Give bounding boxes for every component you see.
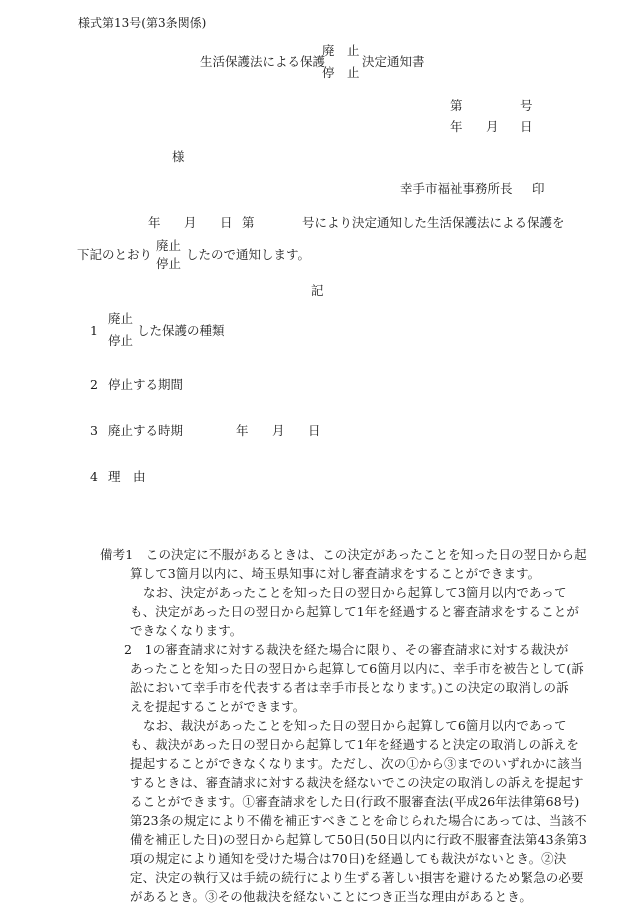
item-4-label: 理 由 [108, 469, 146, 484]
title-suffix: 決定通知書 [362, 54, 425, 69]
item-3-label: 廃止する時期 [108, 423, 184, 438]
item-1-number: 1 [90, 323, 98, 338]
addressee-suffix: 様 [172, 149, 185, 164]
remarks-line-6: 2 1の審査請求に対する裁決を経た場合に限り、その審査請求に対する裁決が [124, 642, 569, 657]
item-1-label: した保護の種類 [137, 323, 225, 338]
intro-no: 第 [242, 215, 255, 230]
title-option-abolish: 廃 止 [322, 43, 360, 58]
remarks-line-17: 項の規定により通知を受けた場合は70日)を経過しても裁決がないとき。②決 [130, 851, 567, 866]
intro-month: 月 [184, 215, 197, 230]
item-4-number: 4 [90, 469, 98, 484]
item-1-option-suspend: 停止 [108, 333, 134, 348]
doc-date-year: 年 [450, 119, 463, 134]
sender-name: 幸手市福祉事務所長 [400, 181, 513, 196]
remarks-line-4: も、決定があった日の翌日から起算して1年を経過すると審査請求をすることが [130, 604, 579, 619]
title-option-suspend: 停 止 [322, 65, 360, 80]
item-3-year: 年 [236, 423, 249, 438]
item-3-number: 3 [90, 423, 98, 438]
remarks-line-3: なお、決定があったことを知った日の翌日から起算して3箇月以内であって [143, 585, 567, 600]
remarks-line-13: するときは、審査請求に対する裁決を経ないでこの決定の取消しの訴えを提起す [130, 775, 584, 790]
item-1-option-abolish: 廃止 [108, 311, 134, 326]
remarks-line-1: 備考1 この決定に不服があるときは、この決定があったことを知った日の翌日から起 [100, 547, 587, 562]
intro-year: 年 [148, 215, 161, 230]
doc-number-label: 第 [450, 98, 463, 113]
intro-line1-rest: 号により決定通知した生活保護法による保護を [302, 215, 565, 230]
item-2-label: 停止する期間 [108, 377, 184, 392]
remarks-line-9: えを提起することができます。 [130, 699, 306, 714]
remarks-line-19: があるとき。③その他裁決を経ないことにつき正当な理由があるとき。 [130, 889, 532, 904]
remarks-line-18: 定、決定の執行又は手続の続行により生ずる著しい損害を避けるため緊急の必要 [130, 870, 584, 885]
item-2-number: 2 [90, 377, 98, 392]
intro-option-suspend: 停止 [156, 256, 182, 271]
intro-line2-prefix: 下記のとおり [77, 247, 153, 262]
remarks-line-5: できなくなります。 [130, 623, 243, 638]
title-prefix: 生活保護法による保護 [200, 54, 326, 69]
seal-mark: 印 [532, 181, 545, 196]
remarks-line-16: 備を補正した日)の翌日から起算して50日(50日以内に行政不服審査法第43条第3 [130, 832, 587, 847]
ki-heading: 記 [311, 283, 324, 298]
remarks-line-7: あったことを知った日の翌日から起算して6箇月以内に、幸手市を被告として(訴 [130, 661, 584, 676]
intro-option-abolish: 廃止 [156, 238, 182, 253]
doc-number-suffix: 号 [520, 98, 533, 113]
form-number: 様式第13号(第3条関係) [78, 16, 207, 30]
intro-day: 日 [220, 215, 233, 230]
remarks-line-12: 提起することができなくなります。ただし、次の①から③までのいずれかに該当 [130, 756, 583, 771]
remarks-line-8: 訟において幸手市を代表する者は幸手市長となります。)この決定の取消しの訴 [130, 680, 569, 695]
doc-date-day: 日 [520, 119, 533, 134]
item-3-month: 月 [272, 423, 285, 438]
remarks-line-11: も、裁決があった日の翌日から起算して1年を経過すると決定の取消しの訴えを [130, 737, 579, 752]
remarks-line-2: 算して3箇月以内に、埼玉県知事に対し審査請求をすることができます。 [130, 566, 541, 581]
remarks-line-15: 第23条の規定により不備を補正すべきことを命じられた場合にあっては、当該不 [130, 813, 587, 828]
intro-line2-suffix: したので通知します。 [186, 247, 311, 262]
doc-date-month: 月 [486, 119, 499, 134]
item-3-day: 日 [308, 423, 321, 438]
remarks-line-14: ることができます。①審査請求をした日(行政不服審査法(平成26年法律第68号) [130, 794, 580, 809]
remarks-line-10: なお、裁決があったことを知った日の翌日から起算して6箇月以内であって [143, 718, 567, 733]
